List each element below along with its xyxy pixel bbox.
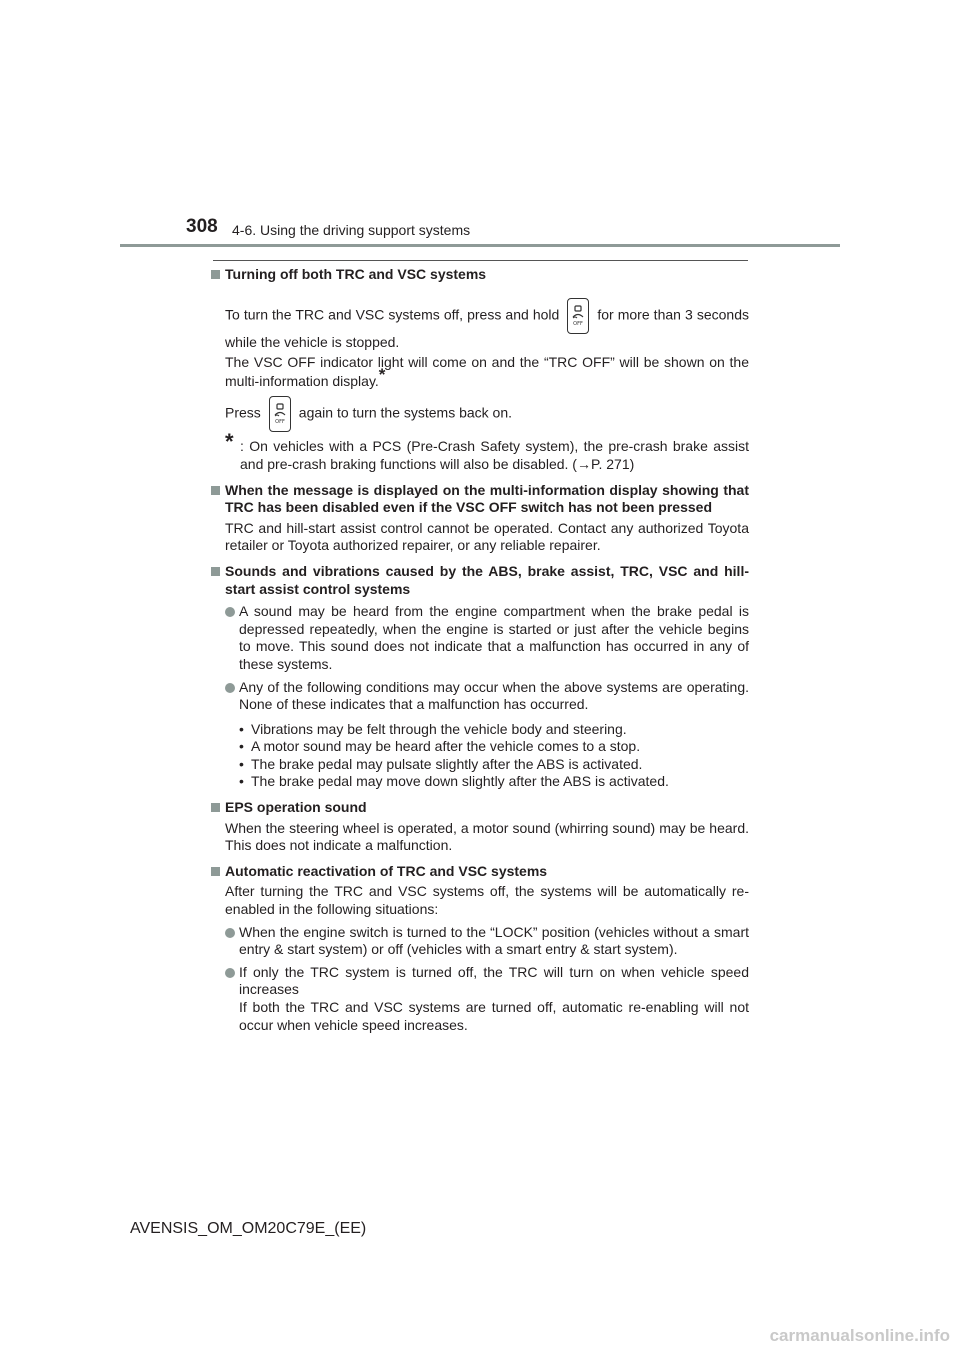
- round-bullet-icon: [225, 928, 235, 938]
- round-bullet-icon: [225, 683, 235, 693]
- paragraph-press-again: Press OFF again to turn the systems back on.: [211, 396, 749, 432]
- paragraph-trc-disabled: TRC and hill-start assist control cannot be operated. Contact any authorized Toyota retailer or Toyota authorized repairer, or any reliable repairer.: [225, 519, 749, 554]
- heading-sounds-vibrations: Sounds and vibrations caused by the ABS, brake assist, TRC, VSC and hill-start assist control systems: [211, 563, 749, 598]
- footnote: * : On vehicles with a PCS (Pre-Crash Safety system), the pre-crash brake assist and pre-crash braking functions will also be disabled. (→P. 271): [225, 429, 749, 472]
- list-item: • A motor sound may be heard after the vehicle comes to a stop.: [239, 738, 749, 756]
- footnote-marker: *: [225, 429, 234, 455]
- heading-message-displayed: When the message is displayed on the multi-information display showing that TRC has been disabled even if the VSC OFF switch has not been pressed: [211, 482, 749, 517]
- list-item: A sound may be heard from the engine compartment when the brake pedal is depressed repeatedly, when the engine is started or just after the vehicle begins to move. This sound does not indicate that a malfunction has occurred in any of these systems.: [211, 603, 749, 673]
- page-content: [211, 266, 749, 1034]
- watermark: carmanualsonline.info: [769, 1326, 950, 1345]
- svg-text:OFF: OFF: [274, 419, 285, 426]
- square-bullet-icon: [211, 867, 220, 876]
- square-bullet-icon: [211, 486, 220, 495]
- conditions-list: [211, 721, 749, 791]
- square-bullet-icon: [211, 567, 220, 576]
- heading-eps-sound: EPS operation sound: [211, 799, 749, 817]
- list-item: • The brake pedal may move down slightly after the ABS is activated.: [239, 773, 749, 791]
- list-item: • Vibrations may be felt through the vehicle body and steering.: [239, 721, 749, 739]
- list-item: • The brake pedal may pulsate slightly after the ABS is activated.: [239, 756, 749, 774]
- page-number: 308: [186, 216, 218, 237]
- paragraph-eps: When the steering wheel is operated, a motor sound (whirring sound) may be heard. This does not indicate a malfunction.: [225, 819, 749, 854]
- vsc-off-switch-icon: [567, 298, 589, 334]
- square-bullet-icon: [211, 803, 220, 812]
- footnote-marker: *: [378, 364, 386, 384]
- list-item: Any of the following conditions may occur when the above systems are operating. None of these indicates that a malfunction has occurred.: [211, 679, 749, 714]
- heading-auto-reactivation: Automatic reactivation of TRC and VSC systems: [211, 863, 749, 881]
- paragraph-reactivation: After turning the TRC and VSC systems off, the systems will be automatically re-enabled in the following situations:: [225, 883, 749, 918]
- heading-turning-off: Turning off both TRC and VSC systems: [211, 266, 749, 284]
- section-title: 4-6. Using the driving support systems: [232, 222, 471, 238]
- paragraph-press-hold: To turn the TRC and VSC systems off, press and hold OFF for more than 3 seconds while the vehicle is stopped.: [211, 298, 749, 352]
- paragraph-indicator: The VSC OFF indicator light will come on and the “TRC OFF” will be shown on the multi-information display.*: [225, 354, 749, 389]
- round-bullet-icon: [225, 968, 235, 978]
- document-code: AVENSIS_OM_OM20C79E_(EE): [130, 1220, 367, 1237]
- thin-rule: [213, 260, 748, 261]
- svg-text:OFF: OFF: [573, 320, 584, 327]
- square-bullet-icon: [211, 270, 220, 279]
- round-bullet-icon: [225, 607, 235, 617]
- header-rule: [120, 244, 840, 247]
- vsc-off-switch-icon: [269, 396, 291, 432]
- list-item: When the engine switch is turned to the “LOCK” position (vehicles without a smart entry & start system) or off (vehicles with a smart entry & start system).: [211, 924, 749, 959]
- list-item: If only the TRC system is turned off, the TRC will turn on when vehicle speed increases If both the TRC and VSC systems are turned off, automatic re-enabling will not occur when vehicle speed increases.: [211, 964, 749, 1034]
